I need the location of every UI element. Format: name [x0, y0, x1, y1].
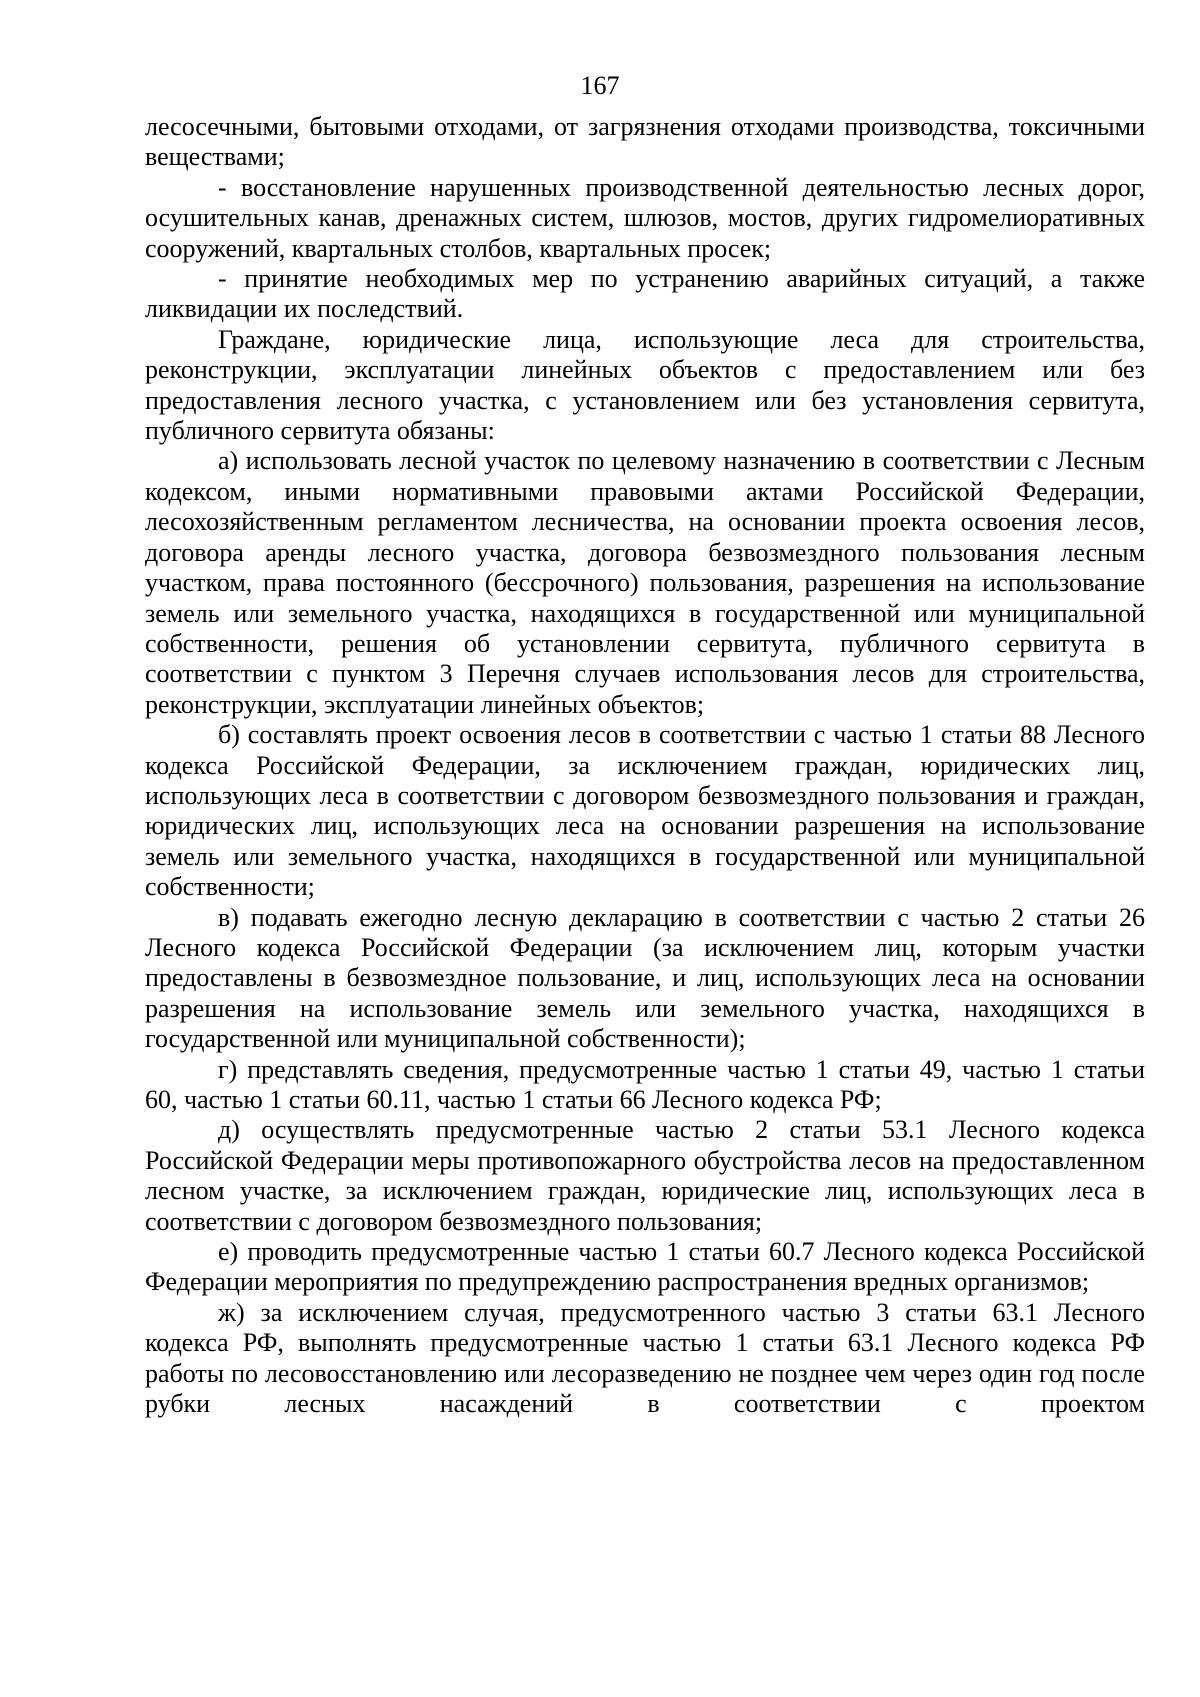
paragraph-item-v: в) подавать ежегодно лесную декларацию в соответствии с частью 2 статьи 26 Лесного кодекса Российской Федерации (за исключением лиц, которым участки предоставлены в безвозмездное пользование, и лиц, использующих леса на основании разрешения на использование земель или земельного участка, находящихся в государственной или муниципальной собственности); [145, 902, 1145, 1054]
paragraph-item-g: г) представлять сведения, предусмотренные частью 1 статьи 49, частью 1 статьи 60, частью 1 статьи 60.11, частью 1 статьи 66 Лесного кодекса РФ; [145, 1054, 1145, 1114]
paragraph-item-e: е) проводить предусмотренные частью 1 статьи 60.7 Лесного кодекса Российской Федерации мероприятия по предупреждению распространения вредных организмов; [145, 1237, 1145, 1297]
paragraph-item-b: б) составлять проект освоения лесов в соответствии с частью 1 статьи 88 Лесного кодекса Российской Федерации, за исключением граждан, юридических лиц, использующих леса в соответствии с договором безвозмездного пользования и граждан, юридических лиц, использующих леса на основании разрешения на использование земель или земельного участка, находящихся в государственной или муниципальной собственности; [145, 720, 1145, 902]
paragraph-obligations-intro: Граждане, юридические лица, использующие леса для строительства, реконструкции, эксплуатации линейных объектов с предоставлением или без предоставления лесного участка, с установлением или без установления сервитута, публичного сервитута обязаны: [145, 324, 1145, 446]
paragraph-item-d: д) осуществлять предусмотренные частью 2 статьи 53.1 Лесного кодекса Российской Федерации меры противопожарного обустройства лесов на предоставленном лесном участке, за исключением граждан, юридические лиц, использующих леса в соответствии с договором безвозмездного пользования; [145, 1115, 1145, 1236]
paragraph-road-restoration: - восстановление нарушенных производственной деятельностью лесных дорог, осушительных канав, дренажных систем, шлюзов, мостов, других гидромелиоративных сооружений, квартальных столбов, квартальных просек; [145, 172, 1145, 263]
body-text [145, 112, 1145, 1419]
paragraph-item-a: а) использовать лесной участок по целевому назначению в соответствии с Лесным кодексом, иными нормативными правовыми актами Российской Федерации, лесохозяйственным регламентом лесничества, на основании проекта освоения лесов, договора аренды лесного участка, договора безвозмездного пользования лесным участком, права постоянного (бессрочного) пользования, разрешения на использование земель или земельного участка, находящихся в государственной или муниципальной собственности, решения об установлении сервитута, публичного сервитута в соответствии с пунктом 3 Перечня случаев использования лесов для строительства, реконструкции, эксплуатации линейных объектов; [145, 446, 1145, 719]
paragraph-emergency-measures: - принятие необходимых мер по устранению аварийных ситуаций, а также ликвидации их последствий. [145, 264, 1145, 324]
page-number: 167 [580, 71, 620, 100]
paragraph-continuation: лесосечными, бытовыми отходами, от загрязнения отходами производства, токсичными веществами; [145, 112, 1145, 172]
paragraph-item-zh: ж) за исключением случая, предусмотренного частью 3 статьи 63.1 Лесного кодекса РФ, выполнять предусмотренные частью 1 статьи 63.1 Лесного кодекса РФ работы по лесовосстановлению или лесоразведению не позднее чем через один год после рубки лесных насаждений в соответствии с проектом [145, 1297, 1145, 1419]
